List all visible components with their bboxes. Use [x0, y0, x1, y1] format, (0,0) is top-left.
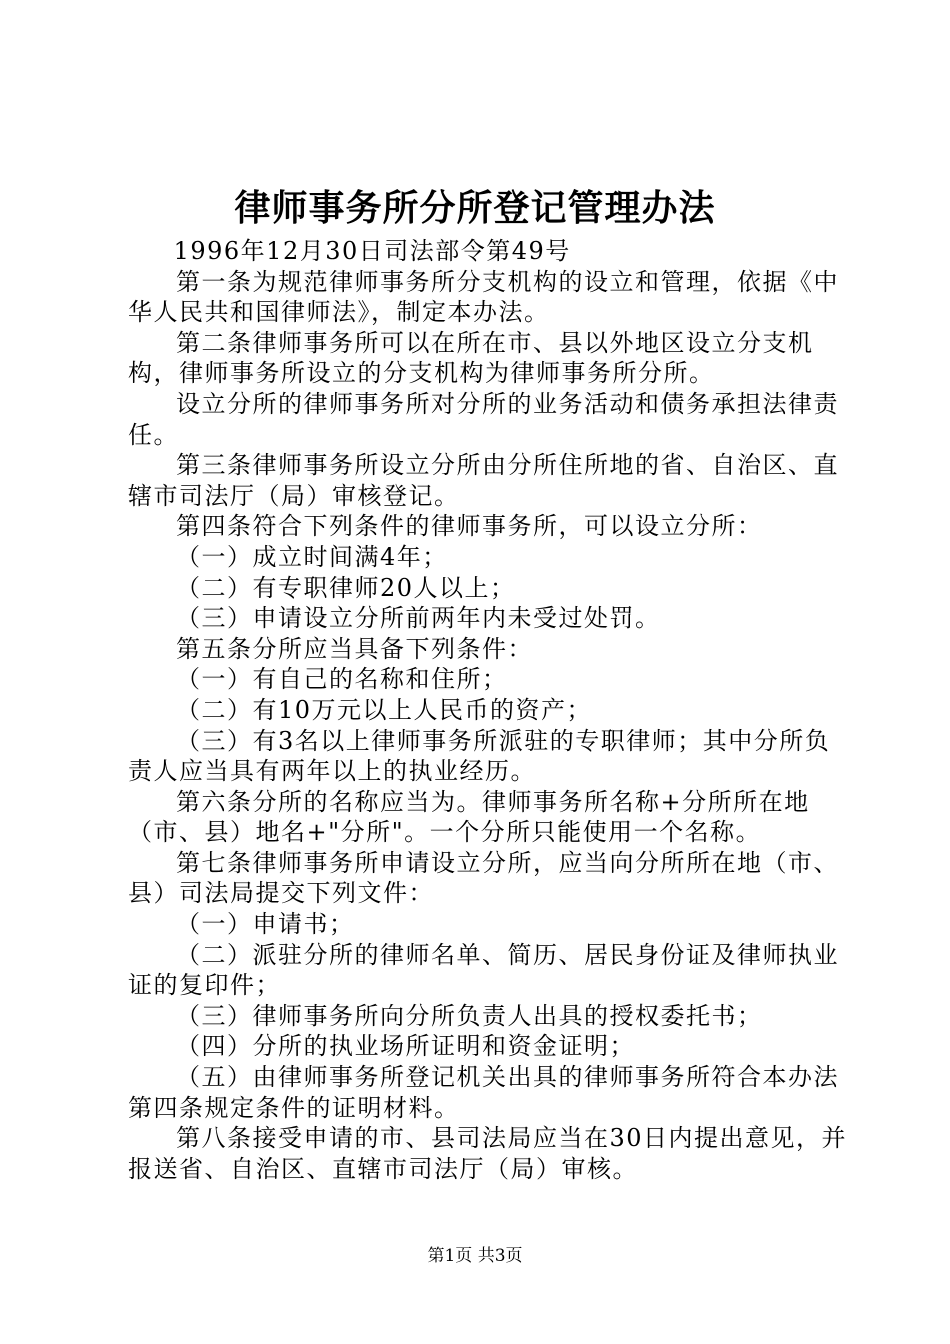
page-footer: 第1页 共3页: [427, 1246, 523, 1266]
paragraph-12: （三）有3名以上律师事务所派驻的专职律师；其中分所负责人应当具有两年以上的执业经历。: [128, 726, 831, 786]
paragraph-11: （二）有10万元以上人民币的资产；: [176, 695, 593, 724]
paragraph-8: （三）申请设立分所前两年内未受过处罚。: [176, 604, 661, 633]
document-body: [128, 236, 853, 1184]
paragraph-4: 第三条律师事务所设立分所由分所住所地的省、自治区、直辖市司法厅（局）审核登记。: [128, 451, 839, 510]
paragraph-18: （四）分所的执业场所证明和资金证明；: [176, 1032, 635, 1061]
paragraph-5: 第四条符合下列条件的律师事务所，可以设立分所：: [176, 512, 763, 541]
paragraph-1: 第一条为规范律师事务所分支机构的设立和管理，依据《中华人民共和国律师法》，制定本办法。: [128, 267, 839, 327]
paragraph-17: （三）律师事务所向分所负责人出具的授权委托书；: [176, 1001, 763, 1030]
paragraph-16: （二）派驻分所的律师名单、简历、居民身份证及律师执业证的复印件；: [128, 940, 839, 1000]
paragraph-7: （二）有专职律师20人以上；: [176, 573, 516, 602]
paragraph-20: 第八条接受申请的市、县司法局应当在30日内提出意见，并报送省、自治区、直辖市司法厅（局）审核。: [128, 1124, 848, 1183]
document-title: 律师事务所分所登记管理办法: [234, 187, 716, 229]
paragraph-15: （一）申请书；: [176, 910, 355, 939]
paragraph-9: 第五条分所应当具备下列条件：: [176, 634, 533, 663]
paragraph-10: （一）有自己的名称和住所；: [176, 665, 508, 694]
paragraph-14: 第七条律师事务所申请设立分所，应当向分所所在地（市、县）司法局提交下列文件：: [128, 848, 839, 908]
paragraph-13: 第六条分所的名称应当为。律师事务所名称+分所所在地（市、县）地名+"分所"。一个分所只能使用一个名称。: [128, 787, 810, 847]
paragraph-3: 设立分所的律师事务所对分所的业务活动和债务承担法律责任。: [128, 389, 839, 449]
paragraph-19: （五）由律师事务所登记机关出具的律师事务所符合本办法第四条规定条件的证明材料。: [128, 1063, 839, 1122]
paragraph-6: （一）成立时间满4年；: [176, 542, 448, 571]
date-line: 1996年12月30日司法部令第49号: [173, 237, 571, 265]
paragraph-2: 第二条律师事务所可以在所在市、县以外地区设立分支机构，律师事务所设立的分支机构为律师事务所分所。: [128, 328, 814, 388]
